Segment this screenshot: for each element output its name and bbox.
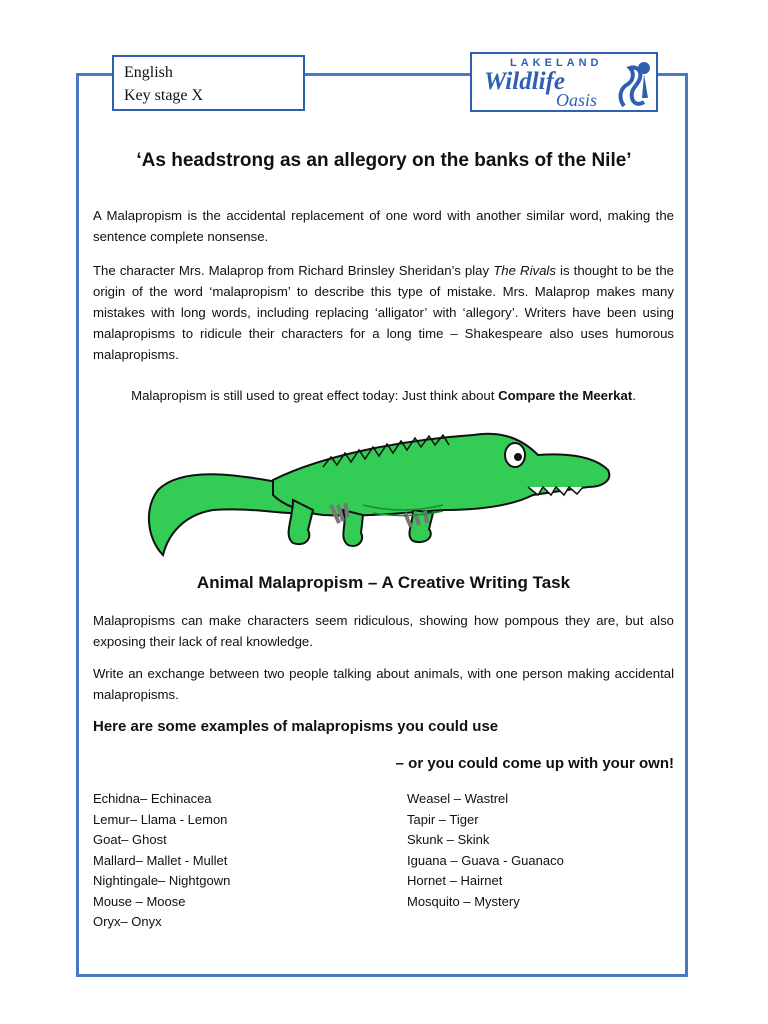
subject-box	[112, 55, 305, 111]
page-title: ‘As headstrong as an allegory on the banks of the Nile’	[136, 150, 632, 171]
logo-main-text: Wildlife	[484, 68, 566, 95]
list-item: Oryx– Onyx	[93, 914, 162, 929]
list-item: Weasel – Wastrel	[407, 791, 509, 806]
list-item: Mallard– Mallet - Mullet	[93, 852, 228, 868]
alligator-illustration	[143, 425, 618, 560]
logo-top-text: LAKELAND	[510, 57, 603, 69]
meerkat-icon	[614, 58, 654, 110]
logo-sub-text: Oasis	[556, 90, 598, 110]
key-stage-label: Key stage X	[124, 87, 204, 104]
intro-paragraph-3: Malapropism is still used to great effect today: Just think about Compare the Meerkat.	[131, 388, 636, 403]
examples-heading: Here are some examples of malapropisms you could use	[93, 718, 499, 735]
list-item: Nightingale– Nightgown	[93, 873, 231, 888]
list-item: Lemur– Llama - Lemon	[93, 811, 228, 827]
examples-left-list	[93, 789, 230, 933]
list-item: Iguana – Guava - Guanaco	[407, 852, 564, 868]
list-item: Hornet – Hairnet	[407, 873, 503, 888]
list-item: Tapir – Tiger	[407, 811, 479, 827]
list-item: Goat– Ghost	[93, 832, 167, 847]
intro-paragraph-2: The character Mrs. Malaprop from Richard Brinsley Sheridan’s play The Rivals is thought to be the origin of the word ‘malapropism’ to describe this type of mistake. Mrs. Malaprop makes many mistakes with long words, including replacing ‘alligator’ with ‘allegory’. Writers have been using malapropisms to ridicule their characters for a long time – Shakespeare also uses humorous malapropisms.	[93, 263, 674, 362]
list-item: Echidna– Echinacea	[93, 791, 212, 806]
list-item: Mosquito – Mystery	[407, 893, 520, 909]
list-item: Skunk – Skink	[407, 832, 490, 847]
examples-right-list	[407, 789, 564, 912]
task-paragraph-1: Malapropisms can make characters seem ridiculous, showing how pompous they are, but also exposing their lack of real knowledge.	[93, 613, 674, 649]
subject-label: English	[124, 64, 173, 81]
lakeland-wildlife-oasis-logo	[470, 52, 658, 112]
task-paragraph-2: Write an exchange between two people talking about animals, with one person making accidental malapropisms.	[93, 666, 674, 702]
list-item: Mouse – Moose	[93, 893, 186, 909]
intro-paragraph-1: A Malapropism is the accidental replacement of one word with another similar word, making the sentence complete nonsense.	[93, 208, 674, 244]
examples-subheading: – or you could come up with your own!	[395, 755, 674, 772]
task-heading: Animal Malapropism – A Creative Writing Task	[196, 573, 571, 592]
play-title: The Rivals	[493, 263, 556, 278]
compare-the-meerkat: Compare the Meerkat	[498, 388, 633, 403]
